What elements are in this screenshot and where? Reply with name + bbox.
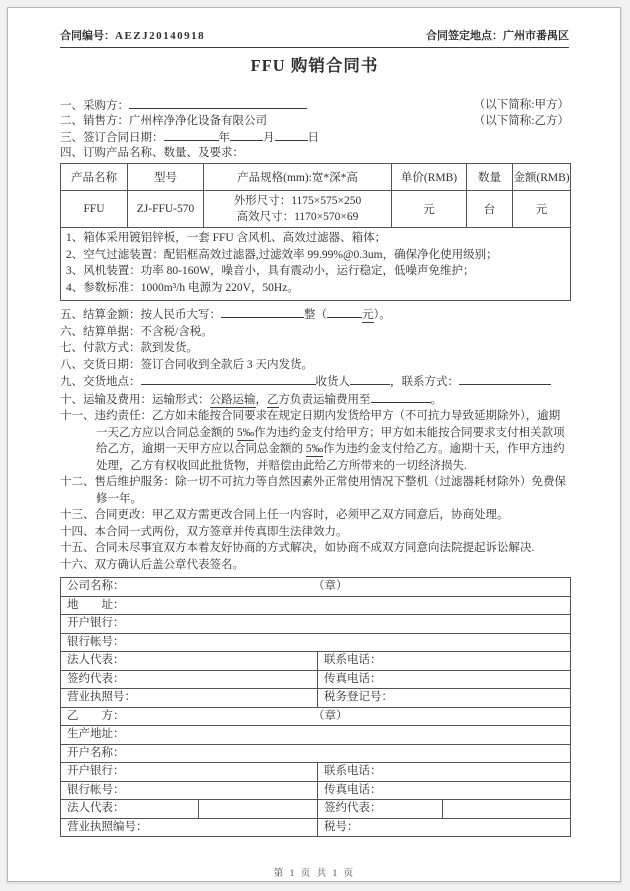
field-label: 营业执照编号： — [67, 820, 148, 833]
party-table-cell — [61, 689, 318, 708]
party-table-cell — [199, 800, 318, 819]
contract-clause — [60, 474, 569, 507]
field-label: 开户名称： — [67, 746, 125, 759]
party-table-cell — [318, 781, 571, 800]
party-table-row — [61, 596, 571, 615]
text-segment: 5‰ — [236, 426, 255, 439]
contract-clause — [60, 557, 569, 574]
party-table-row — [61, 726, 571, 745]
product-note: 1、箱体采用镀铝锌板，一套 FFU 含风机、高效过滤器、箱体； — [66, 232, 387, 244]
text-segment: 收货人 — [315, 376, 350, 388]
product-qty-cell: 台 — [467, 191, 513, 228]
text-segment: 日 — [307, 132, 319, 144]
sign-place-value: 广州市番禺区 — [503, 30, 569, 42]
page-number: 第 1 页 共 1 页 — [273, 869, 356, 879]
spec-filter-size: 高效尺寸：1170×570×69 — [236, 211, 359, 223]
sign-place-label: 合同签定地点： — [426, 30, 503, 42]
field-label: 银行帐号： — [67, 783, 125, 796]
text-segment: 十四、本合同一式两份，双方签章并传真即生法律效力。 — [60, 525, 348, 538]
seal-mark: （章） — [313, 580, 348, 592]
party-table-row — [61, 633, 571, 652]
party-table-cell — [318, 689, 571, 708]
party-table-cell — [61, 633, 571, 652]
field-label: 联系电话： — [324, 765, 382, 777]
sign-place — [426, 27, 569, 43]
document-content — [8, 8, 620, 879]
party-table-cell — [318, 763, 571, 782]
party-table-row — [61, 652, 571, 671]
party-table-cell — [61, 707, 571, 726]
blank-line — [275, 129, 308, 141]
blank-line — [164, 129, 219, 141]
party-table-cell — [61, 763, 318, 782]
party-table-row — [61, 670, 571, 689]
field-label: 签约代表： — [324, 802, 382, 814]
text-segment: 十三、合同更改：甲乙双方需更改合同上任一内容时，必须甲乙双方同意后，协商处理。 — [60, 509, 509, 521]
field-label: 地 址： — [67, 598, 125, 611]
field-label: 税号： — [324, 820, 359, 833]
field-label: 签约代表： — [67, 672, 125, 685]
contract-clause — [60, 373, 569, 391]
text-segment: 5‰ — [305, 443, 324, 455]
party-table-row — [61, 689, 571, 708]
contract-clause — [60, 524, 569, 541]
product-amount-cell: 元 — [513, 191, 571, 228]
field-label: 税务登记号： — [324, 691, 393, 703]
product-note: 4、参数标准：1000m³/h 电源为 220V，50Hz。 — [66, 281, 299, 294]
blank-line — [459, 373, 551, 385]
party-table-cell — [443, 800, 571, 819]
text-segment: 二、销售方：广州梓净净化设备有限公司 — [60, 115, 267, 127]
intro-line-text — [60, 113, 267, 129]
contract-number — [60, 27, 205, 43]
product-name-cell: FFU — [61, 191, 128, 228]
blank-line — [230, 129, 263, 141]
party-table-row — [61, 744, 571, 763]
text-segment: 整（ — [304, 309, 327, 321]
blank-line — [141, 373, 316, 385]
product-note: 2、空气过滤装置：配铝框高效过滤器,过滤效率 99.99%@0.3um，确保净化使用级别； — [66, 248, 498, 261]
intro-line-text — [60, 129, 319, 145]
text-segment: ， — [255, 393, 267, 406]
blank-line — [327, 306, 362, 318]
document-page — [7, 7, 621, 882]
party-table-cell — [61, 615, 571, 634]
intro-line-text — [60, 145, 244, 161]
product-notes-row — [61, 228, 571, 301]
party-table-cell — [61, 670, 318, 689]
contract-clause — [60, 540, 569, 557]
product-model-cell: ZJ-FFU-570 — [128, 191, 204, 228]
clauses-section — [60, 306, 569, 573]
text-segment: 十一、违约责任：乙方如未能按合同要求在规定日期内发货给甲方（不可抗力导致延期除外），逾期一天乙方应以合同总金额的 — [60, 410, 561, 439]
col-amount: 金额(RMB) — [513, 164, 571, 191]
field-label: 法人代表： — [67, 802, 125, 814]
party-table-row — [61, 615, 571, 634]
product-row — [61, 191, 571, 228]
text-segment: 六、结算单据：不含税/含税。 — [60, 325, 213, 338]
text-segment: 作为违约金支付给乙方。逾期十天，作甲方违约处理，乙方有权收回此批货物，并赔偿由此给乙方所带来的一切经济损失. — [96, 443, 565, 472]
text-segment: 一、采购方： — [60, 100, 129, 112]
field-label: 公司名称： — [67, 580, 125, 592]
text-segment: ，联系方式： — [390, 376, 459, 388]
field-label: 营业执照号： — [67, 691, 136, 703]
text-segment: 七、付款方式：款到发货。 — [60, 342, 198, 354]
text-segment: 年 — [218, 132, 230, 144]
contract-clause — [60, 324, 569, 341]
text-segment: 乙 — [267, 393, 279, 406]
field-label: 乙 方： — [67, 709, 125, 722]
text-segment: 九、交货地点： — [60, 376, 141, 388]
intro-line — [60, 97, 569, 113]
text-segment: 五、结算金额：按人民币大写： — [60, 309, 221, 321]
party-info-table — [60, 577, 571, 837]
party-table-cell — [61, 800, 199, 819]
text-segment: 元 — [362, 309, 374, 321]
field-label: 开户银行： — [67, 617, 125, 629]
text-segment: 八、交货日期：签订合同收到全款后 3 天内发货。 — [60, 358, 313, 371]
blank-line — [129, 97, 307, 109]
intro-line — [60, 129, 569, 145]
contract-number-label: 合同编号： — [60, 30, 115, 42]
party-table-cell — [61, 818, 318, 837]
contract-number-value: AEZJ20140918 — [115, 30, 206, 42]
party-table-cell — [318, 652, 571, 671]
blank-line — [350, 373, 390, 385]
field-label: 联系电话： — [324, 654, 382, 666]
col-qty: 数量 — [467, 164, 513, 191]
col-unit-price: 单价(RMB) — [392, 164, 467, 191]
party-table-cell — [61, 781, 318, 800]
product-table-header-row — [61, 164, 571, 191]
party-table-cell — [318, 670, 571, 689]
text-segment: 四、订购产品名称、数量、及要求： — [60, 147, 244, 159]
text-segment: 月 — [263, 132, 275, 144]
text-segment: 方负责运输费用至 — [278, 393, 371, 406]
party-table-row — [61, 578, 571, 597]
seal-mark: （章） — [313, 709, 348, 722]
product-table — [60, 163, 571, 301]
field-label: 开户银行： — [67, 765, 125, 777]
intro-line — [60, 145, 569, 161]
blank-line — [221, 306, 304, 318]
field-label: 银行帐号： — [67, 635, 125, 648]
text-segment: 三、签订合同日期： — [60, 132, 164, 144]
text-segment: 十五、合同未尽事宜双方本着友好协商的方式解决，如协商不成双方同意向法院提起诉讼解决. — [60, 542, 535, 554]
party-table-cell — [61, 652, 318, 671]
contract-clause — [60, 507, 569, 524]
party-table-row — [61, 800, 571, 819]
product-notes — [61, 228, 571, 301]
party-shortname: （以下简称:甲方） — [473, 99, 569, 111]
text-segment: ）。 — [373, 309, 391, 321]
contract-clause — [60, 340, 569, 357]
spec-outer-size: 外形尺寸：1175×575×250 — [233, 195, 362, 207]
text-segment: 十、运输及费用：运输形式： — [60, 393, 210, 406]
intro-section — [60, 97, 569, 161]
contract-clause — [60, 357, 569, 374]
text-segment: 十六、双方确认后盖公章代表签名。 — [60, 558, 244, 571]
party-table-row — [61, 781, 571, 800]
intro-line-text — [60, 97, 307, 113]
party-table-row — [61, 818, 571, 837]
contract-clause — [60, 306, 569, 324]
party-table-cell — [61, 596, 571, 615]
party-table-cell — [61, 726, 571, 745]
product-spec-cell — [204, 191, 392, 228]
text-segment: 公路运输 — [209, 393, 256, 406]
field-label: 传真电话： — [324, 672, 382, 685]
document-title: FFU 购销合同书 — [250, 56, 379, 75]
product-note: 3、风机装置：功率 80-160W，噪音小，具有震动小，运行稳定，低噪声免维护； — [66, 265, 475, 277]
col-model: 型号 — [128, 164, 204, 191]
party-table-cell — [318, 800, 443, 819]
contract-clause — [60, 391, 569, 409]
text-segment: 。 — [430, 393, 442, 406]
product-unit-price-cell: 元 — [392, 191, 467, 228]
text-segment: 作为违约金支付给甲方；甲方如未能按合同要求支付相关款项给乙方，逾期一天甲方应以合同总金额的 — [96, 426, 565, 455]
field-label: 生产地址： — [67, 728, 125, 740]
party-table-cell — [318, 818, 571, 837]
party-table-row — [61, 707, 571, 726]
contract-clause — [60, 408, 569, 474]
field-label: 传真电话： — [324, 783, 382, 796]
blank-line — [371, 391, 431, 403]
col-spec: 产品规格(mm):宽*深*高 — [204, 164, 392, 191]
text-segment: 十二、售后维护服务：除一切不可抗力等自然因素外正常使用情况下整机（过滤器耗材除外）免费保修一年。 — [60, 476, 566, 505]
party-table-cell — [61, 578, 571, 597]
party-table-row — [61, 763, 571, 782]
document-header — [60, 27, 569, 48]
field-label: 法人代表： — [67, 654, 125, 666]
intro-line — [60, 113, 569, 129]
party-table-cell — [61, 744, 571, 763]
party-shortname: （以下简称:乙方） — [473, 115, 569, 127]
col-product-name: 产品名称 — [61, 164, 128, 191]
